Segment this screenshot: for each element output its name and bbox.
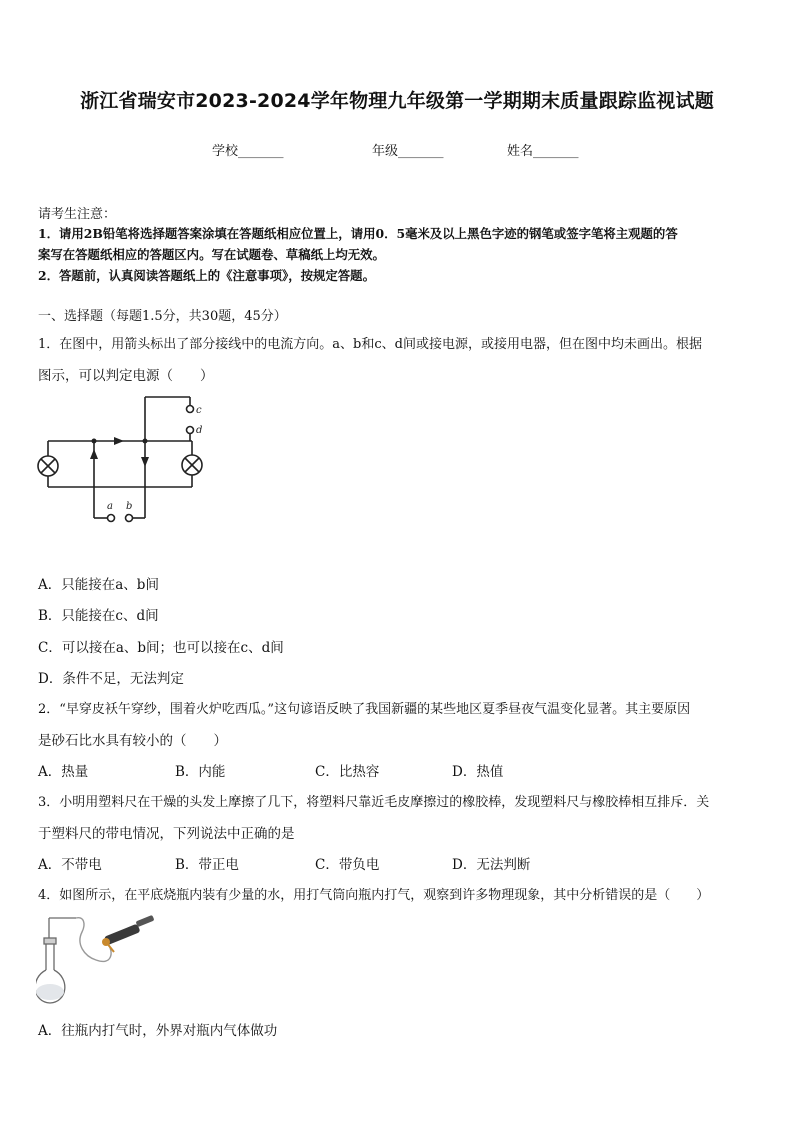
circuit-diagram <box>32 393 212 533</box>
school-field: 学校_______ <box>212 144 284 159</box>
notice-heading: 请考生注意： <box>38 207 117 222</box>
q3-option-a[interactable]: A．不带电 <box>38 857 102 873</box>
q2-option-a[interactable]: A．热量 <box>38 764 89 780</box>
terminal-b-label: b <box>126 501 133 512</box>
name-field: 姓名_______ <box>507 144 579 159</box>
grade-field: 年级_______ <box>372 144 444 159</box>
q3-option-c[interactable]: C．带负电 <box>315 857 380 873</box>
q3-option-d[interactable]: D．无法判断 <box>452 857 531 873</box>
terminal-d-label: d <box>196 425 203 436</box>
notice-item-1-line-1: 1．请用2B铅笔将选择题答案涂填在答题纸相应位置上，请用0．5毫米及以上黑色字迹的钢笔或签字笔将主观题的答 <box>38 226 678 241</box>
section-heading: 一、选择题（每题1.5分，共30题，45分） <box>38 309 287 324</box>
flask-pump-figure <box>36 912 156 1007</box>
q1-stem-line-1: 1．在图中，用箭头标出了部分接线中的电流方向。a、b和c、d间或接电源，或接用电器，但在图中均未画出。根据 <box>38 337 702 352</box>
notice-item-1-line-2: 案写在答题纸相应的答题区内。写在试题卷、草稿纸上均无效。 <box>38 247 385 262</box>
q3-option-b[interactable]: B．带正电 <box>175 857 239 873</box>
terminal-c-label: c <box>196 405 202 416</box>
q1-option-a[interactable]: A．只能接在a、b间 <box>38 577 159 593</box>
q1-option-d[interactable]: D．条件不足，无法判定 <box>38 671 184 687</box>
q1-stem-line-2: 图示，可以判定电源（ ） <box>38 368 214 384</box>
terminal-a-label: a <box>107 501 113 512</box>
q2-option-d[interactable]: D．热值 <box>452 764 504 780</box>
q3-stem-line-2: 于塑料尺的带电情况，下列说法中正确的是 <box>38 826 295 842</box>
q1-option-c[interactable]: C．可以接在a、b间；也可以接在c、d间 <box>38 640 284 656</box>
q2-stem-line-1: 2．“早穿皮袄午穿纱，围着火炉吃西瓜。”这句谚语反映了我国新疆的某些地区夏季昼夜气温变化显著。其主要原因 <box>38 702 691 717</box>
q2-option-c[interactable]: C．比热容 <box>315 764 380 780</box>
q2-option-b[interactable]: B．内能 <box>175 764 226 780</box>
notice-item-2: 2．答题前，认真阅读答题纸上的《注意事项》，按规定答题。 <box>38 268 375 283</box>
q4-option-a[interactable]: A．往瓶内打气时，外界对瓶内气体做功 <box>38 1023 278 1039</box>
q2-stem-line-2: 是砂石比水具有较小的（ ） <box>38 733 227 749</box>
page-title: 浙江省瑞安市2023-2024学年物理九年级第一学期期末质量跟踪监视试题 <box>80 90 714 112</box>
q1-option-b[interactable]: B．只能接在c、d间 <box>38 608 159 624</box>
q4-stem-line-1: 4．如图所示，在平底烧瓶内装有少量的水，用打气筒向瓶内打气，观察到许多物理现象，其中分析错误的是（ ） <box>38 888 710 903</box>
q3-stem-line-1: 3．小明用塑料尺在干燥的头发上摩擦了几下，将塑料尺靠近毛皮摩擦过的橡胶棒，发现塑料尺与橡胶棒相互排斥．关 <box>38 795 710 810</box>
